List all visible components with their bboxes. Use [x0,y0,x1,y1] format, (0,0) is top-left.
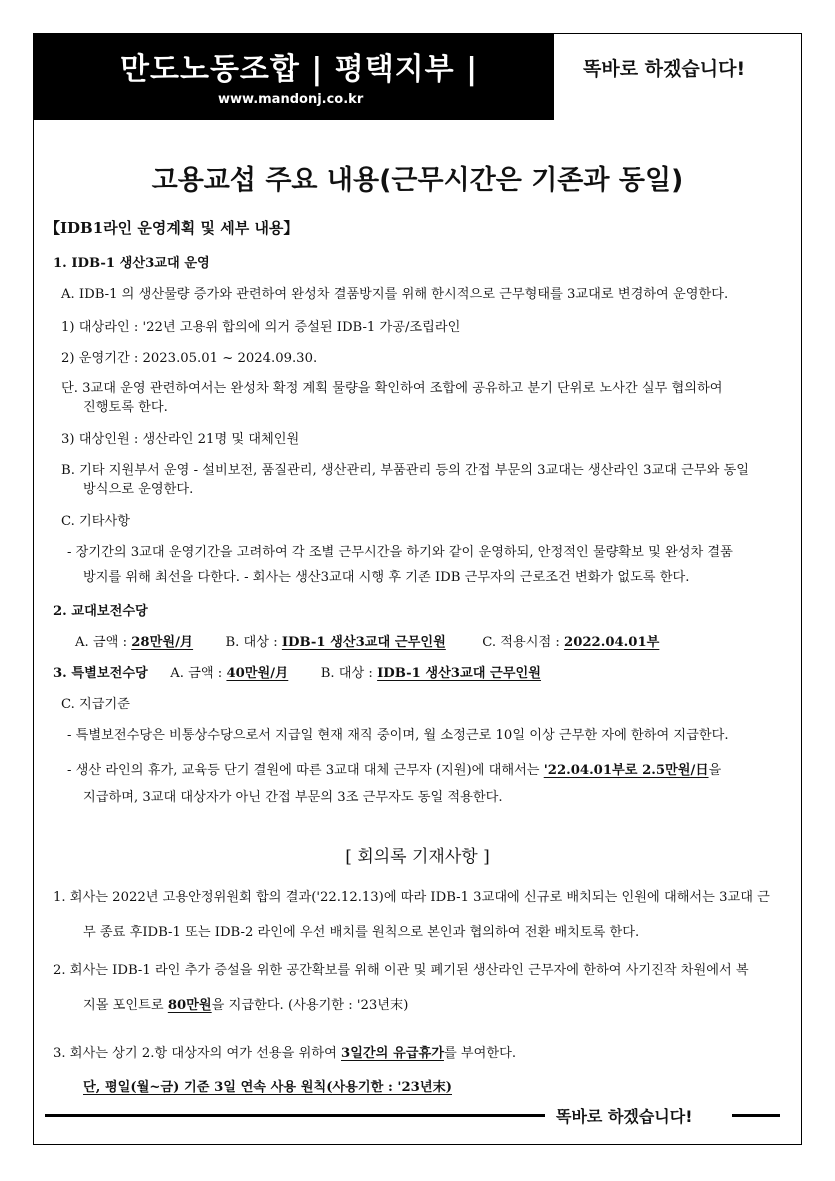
item1-c-line-1: - 장기간의 3교대 운영기간을 고려하여 각 조별 근무시간을 하기와 같이 운영하되, 안정적인 물량확보 및 완성차 결품 [67,545,733,560]
special-target-label: B. 대상 : [320,666,373,681]
shift-apply-label: C. 적용시점 : [482,635,560,650]
item3-title: 3. 특별보전수당 [53,666,148,681]
page-title: 고용교섭 주요 내용(근무시간은 기존과 동일) [151,165,684,196]
special-target-value: IDB-1 생산3교대 근무인원 [377,666,542,681]
note-line-1: 단. 3교대 운영 관련하여서는 완성차 확정 계획 물량을 확인하여 조합에 공유하고 분기 단위로 노사간 실무 협의하여 [61,381,723,396]
header-slogan: 똑바로 하겠습니다! [583,58,746,80]
paid-leave: 3일간의 유급휴가 [341,1046,444,1061]
item1-c-title: C. 기타사항 [61,514,130,529]
minutes-item3 [53,1046,516,1061]
item1-b-line-1: B. 기타 지원부서 운영 - 설비보전, 품질관리, 생산관리, 부품관리 등의 간접 부문의 3교대는 생산라인 3교대 근무와 동일 [61,463,750,478]
note-line-2: 진행토록 한다. [83,400,168,415]
minutes-item2-line-1: 2. 회사는 IDB-1 라인 추가 증설을 위한 공간확보를 위해 이관 및 폐기된 생산라인 근무자에 한하여 사기진작 차원에서 복 [53,963,749,978]
minutes-item1-line-1: 1. 회사는 2022년 고용안정위원회 합의 결과('22.12.13)에 따라 IDB-1 3교대에 신규로 배치되는 인원에 대해서는 3교대 근 [53,890,770,905]
substitute-amount: '22.04.01부로 2.5만원/日 [543,763,709,778]
special-amount-value: 40만원/月 [226,666,289,681]
shift-apply-value: 2022.04.01부 [564,635,660,650]
website-url: www.mandonj.co.kr [218,92,364,107]
special-amount-label: A. 금액 : [170,666,223,681]
item1-a: A. IDB-1 의 생산물량 증가와 관련하여 완성차 결품방지를 위해 한시적으로 근무형태를 3교대로 변경하여 운영한다. [61,287,729,302]
minutes-item2-end: 을 지급한다. (사용기한 : '23년末) [211,998,409,1013]
shift-target-value: IDB-1 생산3교대 근무인원 [281,635,446,650]
operation-period: 2) 운영기간 : 2023.05.01 ~ 2024.09.30. [61,351,318,366]
footer-divider-left [45,1114,545,1117]
minutes-item3-text: 3. 회사는 상기 2.항 대상자의 여가 선용을 위하여 [53,1046,342,1061]
minutes-item2-text: 지몰 포인트로 [83,998,168,1013]
target-line: 1) 대상라인 : '22년 고용위 합의에 의거 증설된 IDB-1 가공/조립라인 [61,320,461,335]
minutes-item3-end: 를 부여한다. [443,1046,517,1061]
criteria-line-2-end: 을 [708,763,722,778]
minutes-item3-note: 단, 평일(월~금) 기준 3일 연속 사용 원칙(사용기한 : '23년末) [83,1080,452,1095]
section-heading-idb: 【IDB1라인 운영계획 및 세부 내용】 [45,219,299,237]
criteria-title: C. 지급기준 [61,697,130,712]
footer-slogan: 똑바로 하겠습니다! [556,1107,693,1126]
footer-divider-right [732,1114,780,1117]
minutes-item1-line-2: 무 종료 후IDB-1 또는 IDB-2 라인에 우선 배치를 원칙으로 본인과 협의하여 전환 배치토록 한다. [83,925,640,940]
minutes-item2-line-2 [83,998,408,1013]
shift-amount-value: 28만원/月 [131,635,194,650]
minutes-title: [ 회의록 기재사항 ] [345,847,490,867]
union-name: 만도노동조합 | 평택지부 | [120,52,479,87]
item1-c-line-2: 방지를 위해 최선을 다한다. - 회사는 생산3교대 시행 후 기존 IDB 근무자의 근로조건 변화가 없도록 한다. [83,570,690,585]
item1-title: 1. IDB-1 생산3교대 운영 [53,256,210,271]
criteria-line-1: - 특별보전수당은 비통상수당으로서 지급일 현재 재직 중이며, 월 소정근로 10일 이상 근무한 자에 한하여 지급한다. [67,728,729,743]
criteria-line-3: 지급하며, 3교대 대상자가 아닌 간접 부문의 3조 근무자도 동일 적용한다. [83,790,503,805]
shift-allowance-row [75,635,659,650]
special-allowance-row [53,666,541,681]
item2-title: 2. 교대보전수당 [53,604,148,619]
document-frame [33,33,802,1145]
criteria-line-2 [67,763,721,778]
shift-amount-label: A. 금액 : [75,635,128,650]
target-personnel: 3) 대상인원 : 생산라인 21명 및 대체인원 [61,432,300,447]
shift-target-label: B. 대상 : [225,635,278,650]
header-banner [34,34,554,120]
welfare-points: 80만원 [167,998,212,1013]
criteria-line-2-text: - 생산 라인의 휴가, 교육등 단기 결원에 따른 3교대 대체 근무자 (지원)에 대해서는 [67,763,544,778]
item1-b-line-2: 방식으로 운영한다. [83,482,194,497]
